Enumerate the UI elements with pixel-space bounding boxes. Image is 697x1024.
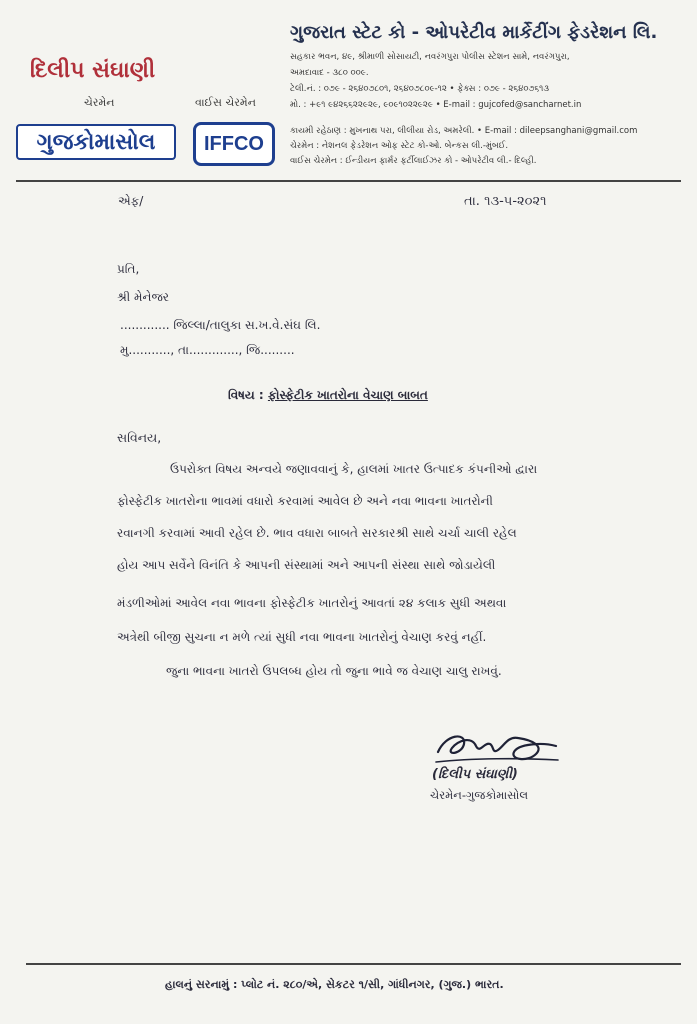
reference-number: એફ/ bbox=[118, 194, 144, 208]
body-line: ફોસ્ફેટીક ખાતરોના ભાવમાં વધારો કરવામાં આવેલ છે અને નવા ભાવના ખાતરોની bbox=[117, 494, 493, 508]
body-line: રવાનગી કરવામાં આવી રહેલ છે. ભાવ વધારા બાબતે સરકારશ્રી સાથે ચર્ચા ચાલી રહેલ bbox=[117, 526, 517, 540]
iffco-logo: IFFCO bbox=[193, 122, 275, 166]
subject-label: વિષય : bbox=[228, 388, 268, 402]
body-line: મંડળીઓમાં આવેલ નવા ભાવના ફોસ્ફેટીક ખાતરોનું આવતાં ૨૪ કલાક સુધી અથવા bbox=[117, 596, 507, 610]
to-prati: પ્રતિ, bbox=[117, 262, 140, 276]
camp-office-line: કાયમી રહેઠાણ : મુખનાથ પરા, લીલીયા રોડ, અમરેલી. • E-mail : dileepsanghani@gmail.com bbox=[290, 126, 638, 136]
gujcomasol-logo: ગુજકોમાસોલ bbox=[16, 124, 176, 160]
role-chairman: ચેરમેન bbox=[84, 96, 115, 109]
organization-title: ગુજરાત સ્ટેટ કો - ઓપરેટીવ માર્કેટીંગ ફેડરેશન લિ. bbox=[290, 22, 658, 43]
signatory-name: (દિલીપ સંઘાણી) bbox=[432, 767, 518, 782]
address-line-1: સહકાર ભવન, ૪૯, શ્રીમાળી સોસાયટી, નવરંગપુરા પોલીસ સ્ટેશન સામે, નવરંગપુરા, bbox=[290, 52, 570, 62]
to-manager: શ્રી મેનેજર bbox=[117, 290, 169, 304]
signatory-title: ચેરમેન-ગુજકોમાસોલ bbox=[430, 788, 529, 802]
body-line: હોય આપ સર્વેને વિનંતિ કે આપની સંસ્થામાં અને આપની સંસ્થા સાથે જોડાયેલી bbox=[117, 558, 496, 572]
phone-line-2: મો. : +૯૧ ૯૪૨૬૬૨૨૯૨૯, ૯૦૯૧૦૨૨૯૨૯ • E-mail : gujcofed@sancharnet.in bbox=[290, 100, 582, 110]
header-divider bbox=[16, 180, 681, 182]
role-vice-chairman: વાઈસ ચેરમેન bbox=[195, 96, 256, 109]
footer-divider bbox=[26, 963, 681, 965]
signature-image bbox=[432, 722, 562, 768]
to-address: મુ..........., તા............., જિ......... bbox=[120, 343, 295, 357]
phone-line-1: ટેલી.નં. : ૦૭૯ - ૨૬૪૦૭૮૦૧, ૨૬૪૦૭૮૦૯-૧૨ • ફેક્સ : ૦૭૯ - ૨૬૪૦૭૬૧૩ bbox=[290, 84, 549, 94]
vice-chairman-of-line: વાઈસ ચેરમેન : ઈન્ડીયન ફાર્મર ફર્ટીલાઈઝર કો - ઓપરેટીવ લી.- દિલ્હી. bbox=[290, 156, 537, 166]
subject-text: ફોસ્ફેટીક ખાતરોના વેચાણ બાબત bbox=[267, 388, 428, 402]
body-line: ઉપરોક્ત વિષય અન્વયે જણાવવાનું કે, હાલમાં ખાતર ઉત્પાદક કંપનીઓ દ્વારા bbox=[170, 462, 538, 476]
address-line-2: અમદાવાદ - ૩૮૦ ૦૦૯. bbox=[290, 68, 369, 78]
greeting: સવિનય, bbox=[117, 430, 162, 445]
chairman-of-line: ચેરમેન : નેશનલ ફેડરેશન ઓફ સ્ટેટ કો-ઓ. બેન્કસ લી.-મુંબઈ. bbox=[290, 141, 509, 151]
body-line: અત્રેથી બીજી સુચના ન મળે ત્યાં સુધી નવા ભાવના ખાતરોનું વેચાણ કરવું નહીં. bbox=[117, 630, 487, 644]
body-paragraph-2: જુના ભાવના ખાતરો ઉપલબ્ધ હોય તો જુના ભાવે જ વેચાણ ચાલુ રાખવું. bbox=[166, 664, 502, 678]
subject-line bbox=[228, 388, 428, 403]
sender-name: દિલીપ સંઘાણી bbox=[30, 58, 156, 83]
footer-address: હાલનું સરનામું : પ્લોટ નં. ૨૮૦/એ, સેકટર ૧/સી, ગાંધીનગર, (ગુજ.) ભારત. bbox=[165, 978, 504, 991]
to-union: ............. જિલ્લા/તાલુકા સ.ખ.વે.સંઘ લિ. bbox=[120, 318, 321, 332]
letter-date: તા. ૧૩-૫-૨૦૨૧ bbox=[464, 194, 547, 209]
